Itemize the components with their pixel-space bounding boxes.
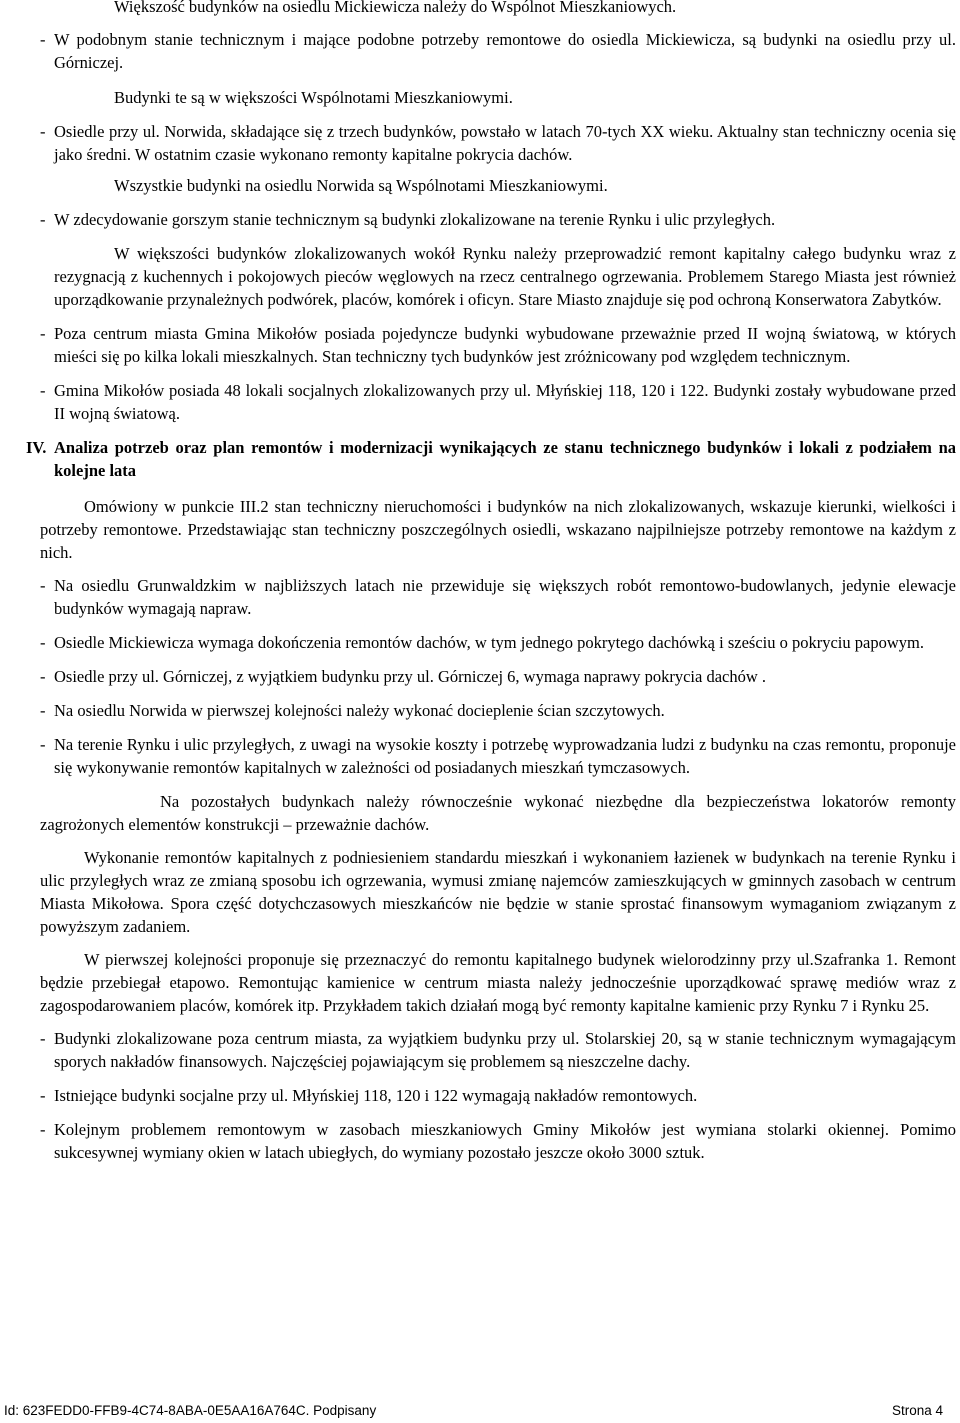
list-item [40,665,956,688]
paragraph [40,790,956,836]
section-heading [26,436,956,482]
dash-mark: - [40,210,46,229]
paragraph-text: Poza centrum miasta Gmina Mikołów posiada pojedyncze budynki wybudowane przeważnie przed II wojną światową, w których mieści się po kilka lokali mieszkalnych. Stan techniczny tych budynków jest zróżnicowany pod względem technicznym. [54,324,956,366]
dash-mark: - [40,1086,46,1105]
paragraph-text: Budynki te są w większości Wspólnotami Mieszkaniowymi. [114,88,513,107]
paragraph-text: Istniejące budynki socjalne przy ul. Młyńskiej 118, 120 i 122 wymagają nakładów remontowych. [54,1086,698,1105]
dash-mark: - [40,701,46,720]
document-body [26,0,956,1175]
dash-mark: - [40,381,46,400]
list-item [40,631,956,654]
paragraph-text: Osiedle przy ul. Górniczej, z wyjątkiem budynku przy ul. Górniczej 6, wymaga naprawy pokrycia dachów . [54,667,767,686]
list-item [40,379,956,425]
dash-mark: - [40,576,46,595]
paragraph-text: Gmina Mikołów posiada 48 lokali socjalnych zlokalizowanych przy ul. Młyńskiej 118, 120 i 122. Budynki zostały wybudowane przed II wojną światową. [54,381,956,423]
page-number: Strona 4 [891,1403,943,1418]
paragraph-text: Omówiony w punkcie III.2 stan techniczny nieruchomości i budynków na nich zlokalizowanych, wskazuje kierunki, wielkości i potrzeby remontowe. Przedstawiając stan techniczny poszczególnych osiedli, wskazano najpilniejsze potrzeby remontowe na każdym z nich. [40,497,956,562]
paragraph-text: Osiedle przy ul. Norwida, składające się z trzech budynków, powstało w latach 70-tych XX wieku. Aktualny stan techniczny ocenia się jako średni. W ostatnim czasie wykonano remonty kapitalne pokrycia dachów. [54,122,956,164]
paragraph [40,948,956,1017]
paragraph-text: W zdecydowanie gorszym stanie technicznym są budynki zlokalizowane na terenie Rynku i ulic przyległych. [54,210,776,229]
section-title: Analiza potrzeb oraz plan remontów i modernizacji wynikających ze stanu technicznego budynków i lokali z podziałem na kolejne lata [54,438,956,480]
dash-mark: - [40,30,46,49]
list-item [40,1084,956,1107]
dash-mark: - [40,122,46,141]
list-item [40,208,956,311]
list-item [40,1118,956,1164]
list-item [40,322,956,368]
list-item [40,28,956,109]
list-item [40,120,956,197]
list-item [40,699,956,722]
section-number: IV. [26,438,47,457]
list-item [40,574,956,620]
dash-mark: - [40,1120,46,1139]
paragraph [40,0,956,18]
paragraph-text: Na osiedlu Norwida w pierwszej kolejności należy wykonać docieplenie ścian szczytowych. [54,701,665,720]
list-item [40,733,956,779]
paragraph-text: Kolejnym problemem remontowym w zasobach mieszkaniowych Gminy Mikołów jest wymiana stolarki okiennej. Pomimo sukcesywnej wymiany okien w latach ubiegłych, do wymiany pozostało jeszcze około 3000 sztuk. [54,1120,956,1162]
paragraph-text: Na pozostałych budynkach należy równocześnie wykonać niezbędne dla bezpieczeństwa lokatorów remonty zagrożonych elementów konstrukcji – przeważnie dachów. [40,792,956,834]
paragraph-text: Na osiedlu Grunwaldzkim w najbliższych latach nie przewiduje się większych robót remontowo-budowlanych, jedynie elewacje budynków wymagają napraw. [54,576,956,618]
paragraph-text: Większość budynków na osiedlu Mickiewicza należy do Wspólnot Mieszkaniowych. [114,0,677,16]
dash-mark: - [40,1029,46,1048]
dash-mark: - [40,667,46,686]
document-id: Id: 623FEDD0-FFB9-4C74-8ABA-0E5AA16A764C. Podpisany [4,1403,377,1418]
paragraph [40,495,956,564]
paragraph-text: Wykonanie remontów kapitalnych z podniesieniem standardu mieszkań i wykonaniem łazienek w budynkach na terenie Rynku i ulic przyległych wraz ze zmianą sposobu ich ogrzewania, wymusi zmianę najemców zamieszkujących w gminnych zasobach w centrum Miasta Mikołowa. Spora część dotychczasowych mieszkańców nie będzie w stanie sprostać finansowym wymaganiom związanym z powyższym zadaniem. [40,848,956,936]
list-item [40,1027,956,1073]
paragraph [40,846,956,938]
paragraph-text: W podobnym stanie technicznym i mające podobne potrzeby remontowe do osiedla Mickiewicza, są budynki na osiedlu przy ul. Górniczej. [54,30,956,72]
paragraph-text: Wszystkie budynki na osiedlu Norwida są Wspólnotami Mieszkaniowymi. [114,176,608,195]
paragraph-text: Budynki zlokalizowane poza centrum miasta, za wyjątkiem budynku przy ul. Stolarskiej 20, są w stanie technicznym wymagającym sporych nakładów finansowych. Najczęściej pojawiającym się problemem są nieszczelne dachy. [54,1029,956,1071]
dash-mark: - [40,735,46,754]
paragraph-text: Osiedle Mickiewicza wymaga dokończenia remontów dachów, w tym jednego pokrytego dachówką i sześciu o pokryciu papowym. [54,633,924,652]
dash-mark: - [40,633,46,652]
paragraph-text: W większości budynków zlokalizowanych wokół Rynku należy przeprowadzić remont kapitalny całego budynku wraz z rezygnacją z kuchennych i pokojowych pieców węglowych na rzecz centralnego ogrzewania. Problemem Starego Miasta jest również uporządkowanie przynależnych podwórek, placów, komórek i oficyn. Stare Miasto znajduje się pod ochroną Konserwatora Zabytków. [54,244,956,309]
paragraph-text: W pierwszej kolejności proponuje się przeznaczyć do remontu kapitalnego budynek wielorodzinny przy ul.Szafranka 1. Remont będzie przebiegał etapowo. Remontując kamienice w centrum miasta należy jednocześnie uporządkować sprawę mediów wraz z zagospodarowaniem placów, komórek itp. Przykładem takich działań mogą być remonty kapitalne kamienic przy Rynku 7 i Rynku 25. [40,950,956,1015]
dash-mark: - [40,324,46,343]
paragraph-text: Na terenie Rynku i ulic przyległych, z uwagi na wysokie koszty i potrzebę wyprowadzania ludzi z budynku na czas remontu, proponuje się wykonywanie remontów kapitalnych w zależności od posiadanych mieszkań tymczasowych. [54,735,956,777]
